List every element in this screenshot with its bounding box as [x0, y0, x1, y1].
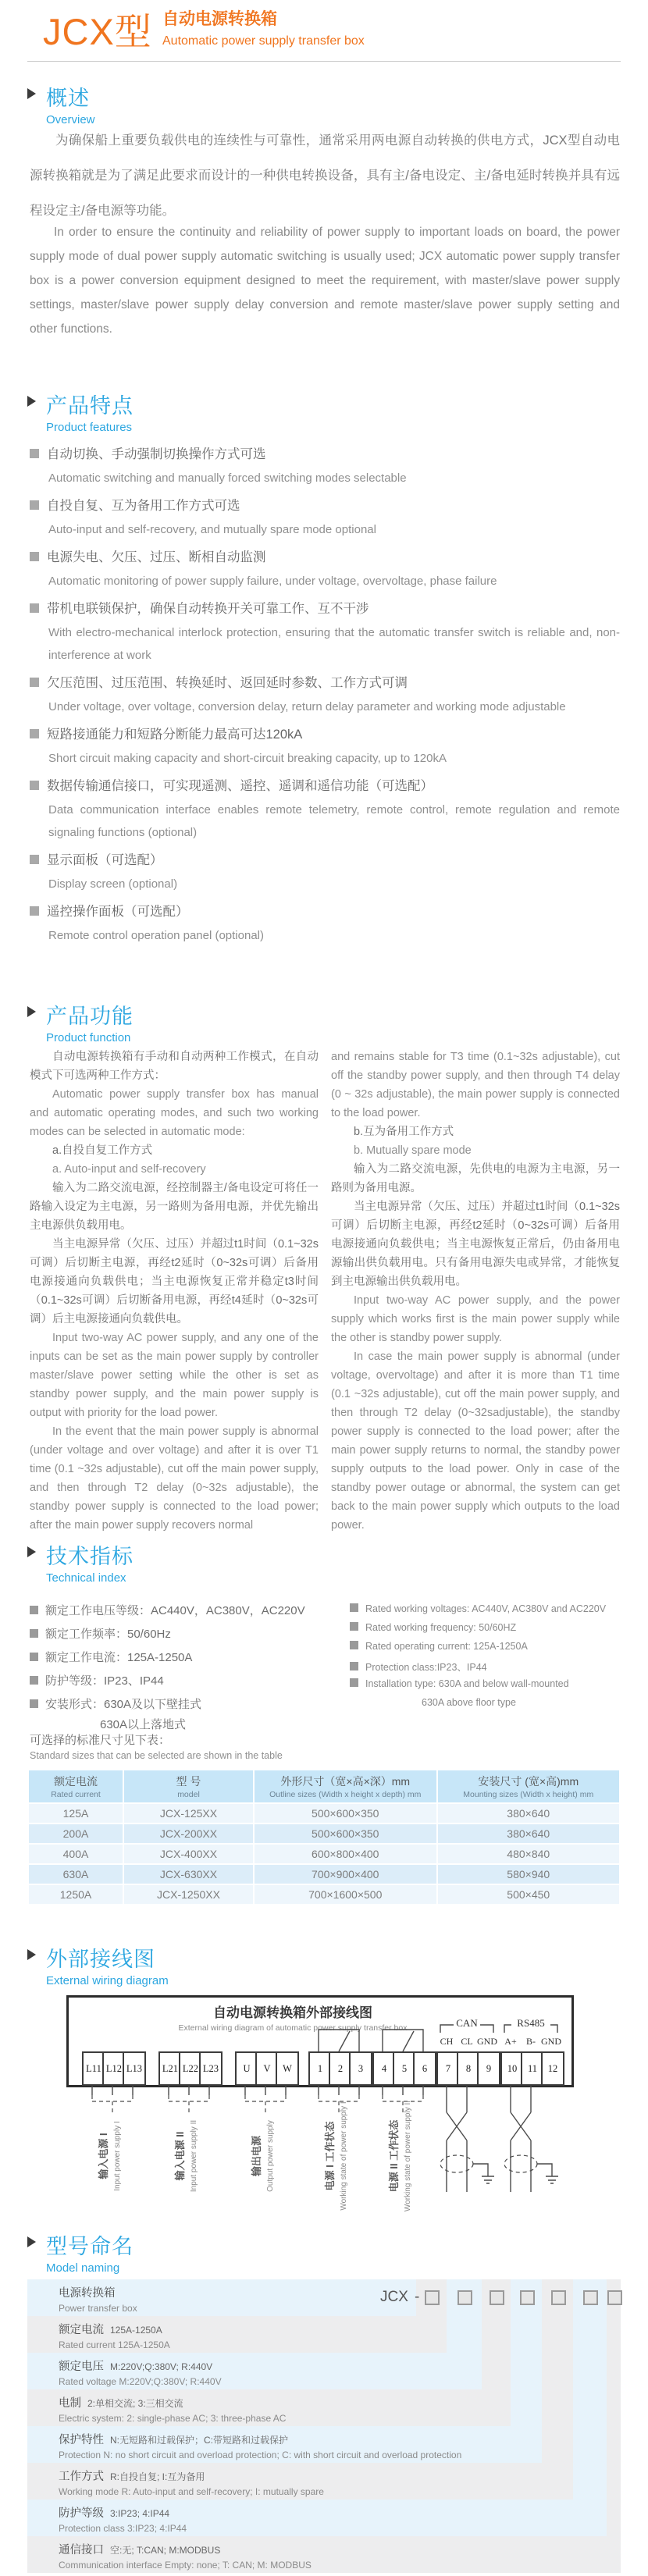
heading-cn: 型号命名	[46, 2235, 134, 2258]
square-bullet-icon	[30, 906, 39, 916]
tech-spec-en: Rated operating current: 125A-1250A	[350, 1641, 528, 1652]
sizes-note-en: Standard sizes that can be selected are shown in the table	[30, 1750, 283, 1761]
table-row: 200A JCX-200XX 500×600×350 380×640	[29, 1824, 619, 1843]
function-paragraph: b.互为备用工作方式	[354, 1126, 454, 1138]
heading-cn: 产品特点	[46, 394, 134, 418]
triangle-marker-icon	[27, 1006, 36, 1017]
header-divider	[27, 61, 621, 62]
model-digit-box	[583, 2290, 598, 2305]
naming-row	[27, 2500, 465, 2536]
naming-row	[27, 2463, 465, 2500]
square-bullet-icon	[30, 603, 39, 613]
naming-label-en: Protection N: no short circuit and overload protection; C: with short circuit and overload protection	[59, 2450, 462, 2460]
model-digit-box	[490, 2290, 504, 2305]
terminal: L21	[158, 2051, 182, 2086]
section-naming-heading	[27, 2229, 134, 2275]
feature-item	[30, 596, 620, 667]
triangle-marker-icon	[27, 396, 36, 407]
terminal: L23	[199, 2051, 223, 2086]
function-paragraph: In case the main power supply is abnormal (under voltage, overvoltage) and after it is more than T1 time (0.1 ~32s adjustable), cut off the main power supply, and then through T2 delay (0~32sadjustable), the standby power supply is connected to the load power; after the main power supply returns to normal, the standby power supply outputs to the load power. Only in case of the standby power outage or abnormal, the system can get back to the main power supply which outputs to the load power.	[331, 1350, 620, 1532]
product-title-en: Automatic power supply transfer box	[162, 34, 365, 48]
feature-cn: 欠压范围、过压范围、转换延时、返回延时参数、工作方式可调	[47, 676, 408, 690]
model-naming-diagram	[27, 2279, 621, 2573]
naming-desc-cn: 125A-1250A	[110, 2325, 162, 2336]
model-digit-box	[520, 2290, 535, 2305]
naming-row	[27, 2389, 465, 2426]
heading-en: Technical index	[46, 1571, 126, 1585]
naming-label-en: Protection class 3:IP23; 4:IP44	[59, 2523, 187, 2534]
function-paragraph: In the event that the main power supply is abnormal (under voltage and over voltage) and after it is over T1 time (0.1 ~32s adjustable), cut off the main power supply, and then through T2 delay (0~32s adjustable), the standby power supply is connected to the load power; after the main power supply recovers normal	[30, 1425, 319, 1532]
col-header-outline-sizes: 外形尺寸（宽×高×深）mm Outline sizes (Width x height x depth) mm	[255, 1770, 436, 1802]
square-bullet-icon	[350, 1641, 358, 1649]
tech-spec-en: Protection class:IP23、IP44	[350, 1660, 487, 1674]
triangle-marker-icon	[27, 1546, 36, 1557]
product-title-cn: 自动电源转换箱	[162, 10, 277, 28]
function-paragraph: 当主电源异常（欠压、过压）并超过t1时间（0.1~32s可调）后切断主电源，再经t2延时（0~32s可调）后备用电源接通向负载供电；当主电源恢复正常并稳定t3时间（0.1~32s可调）后切断备用电源，再经t4延时（0~32s可调）后主电源接通向负载供电。	[30, 1238, 319, 1325]
feature-en: Short circuit making capacity and short-circuit breaking capacity, up to 120kA	[48, 752, 447, 765]
tech-spec-cn: 额定工作频率：50/60Hz	[30, 1625, 171, 1642]
terminal: W	[276, 2051, 299, 2086]
feature-en: Automatic monitoring of power supply failure, under voltage, overvoltage, phase failure	[48, 575, 497, 588]
naming-row	[27, 2316, 465, 2353]
terminal: 8	[457, 2051, 480, 2086]
function-paragraph: Input two-way AC power supply, and the power supply which works first is the main power supply while the other is standby power supply.	[331, 1294, 620, 1344]
square-bullet-icon	[30, 1699, 38, 1708]
function-paragraph: Input two-way AC power supply, and any one of the inputs can be set as the main power supply by controller master/slave power setting while the other is set as standby power supply, and the main power supply is output with priority for the load power.	[30, 1332, 319, 1419]
square-bullet-icon	[30, 855, 39, 864]
feature-en: With electro-mechanical interlock protection, ensuring that the automatic transfer switch is reliable and, non-interference at work	[48, 626, 620, 662]
feature-cn: 数据传输通信接口，可实现遥测、遥控、遥调和遥信功能（可选配）	[47, 779, 433, 793]
heading-en: Overview	[46, 113, 95, 126]
naming-label-en: Electric system: 2: single-phase AC; 3: three-phase AC	[59, 2413, 287, 2424]
model-digit-box	[425, 2290, 440, 2305]
heading-en: Model naming	[46, 2261, 120, 2275]
function-paragraph: 输入为二路交流电源，经控制器主/备电设定可将任一路输入设定为主电源，另一路则为备用电源，并优先输出主电源供负载用电。	[30, 1182, 319, 1232]
square-bullet-icon	[30, 1676, 38, 1685]
group-label-en: Output power supply	[266, 2120, 275, 2192]
feature-cn: 显示面板（可选配）	[47, 853, 163, 867]
naming-desc-cn: 3:IP23; 4:IP44	[110, 2508, 170, 2519]
naming-label-cn: 额定电流	[59, 2324, 104, 2336]
tech-spec-en: Rated working frequency: 50/60HZ	[350, 1622, 516, 1633]
group-label-cn: 电源 II 工作状态	[388, 2119, 400, 2193]
feature-cn: 自动切换、手动强制切换操作方式可选	[47, 447, 266, 461]
feature-cn: 短路接通能力和短路分断能力最高可达120kA	[47, 728, 303, 742]
square-bullet-icon	[30, 1629, 38, 1638]
table-header-row	[29, 1770, 619, 1802]
can-pin-ch: CH	[440, 2036, 454, 2047]
group-label-en: Input power supply II	[190, 2119, 198, 2193]
square-bullet-icon	[350, 1662, 358, 1670]
tech-spec-cn: 防护等级：IP23、IP44	[30, 1672, 164, 1688]
naming-label-cn: 额定电压	[59, 2361, 104, 2373]
naming-desc-cn: N:无短路和过载保护；C:带短路和过载保护	[110, 2435, 289, 2446]
terminal: 4	[372, 2051, 396, 2086]
rs485-bus-label: RS485	[517, 2017, 545, 2029]
brand-model: JCX型	[43, 11, 152, 52]
feature-item	[30, 671, 620, 718]
group-label-cn: 输入电源 II	[174, 2131, 186, 2181]
feature-cn: 电源失电、欠压、过压、断相自动监测	[47, 550, 266, 564]
naming-label-en: Working mode R: Auto-input and self-recovery; I: mutually spare	[59, 2486, 324, 2497]
heading-cn: 产品功能	[46, 1005, 134, 1028]
function-paragraph: a.自投自复工作方式	[52, 1144, 153, 1157]
group-label-cn: 输入电源 I	[98, 2133, 109, 2179]
product-title	[162, 6, 365, 48]
function-paragraph: 自动电源转换箱有手动和自动两种工作模式，在自动模式下可选两种工作方式：	[30, 1051, 319, 1082]
naming-row	[27, 2353, 465, 2389]
terminal: 3	[349, 2051, 372, 2086]
function-column-right	[331, 1048, 620, 1535]
naming-row	[27, 2536, 465, 2573]
can-bus-label: CAN	[456, 2017, 478, 2029]
table-row: 1250A JCX-1250XX 700×1600×500 500×450	[29, 1885, 619, 1904]
terminal: L12	[102, 2051, 126, 2086]
function-paragraph: b. Mutually spare mode	[354, 1144, 472, 1157]
feature-cn: 带机电联锁保护，确保自动转换开关可靠工作、互不干涉	[47, 602, 369, 616]
group-label-en: Working state of power supply II	[404, 2100, 412, 2212]
feature-cn: 遥控操作面板（可选配）	[47, 905, 189, 919]
naming-label-cn: 电制	[59, 2397, 81, 2410]
feature-item	[30, 774, 620, 844]
naming-label-cn: 通信接口	[59, 2544, 104, 2556]
naming-label-en: Rated current 125A-1250A	[59, 2339, 170, 2350]
model-prefix: JCX	[380, 2289, 408, 2305]
function-paragraph: Automatic power supply transfer box has manual and automatic operating modes, and such two working modes can be selected in automatic mode:	[30, 1088, 319, 1138]
heading-cn: 技术指标	[46, 1545, 134, 1568]
function-paragraph: a. Auto-input and self-recovery	[52, 1163, 206, 1176]
table-row: 400A JCX-400XX 600×800×400 480×840	[29, 1845, 619, 1863]
table-row: 125A JCX-125XX 500×600×350 380×640	[29, 1804, 619, 1823]
terminal: L11	[82, 2051, 105, 2086]
terminal: 6	[413, 2051, 436, 2086]
rs485-pin-a: A+	[504, 2036, 517, 2047]
can-pin-cl: CL	[461, 2036, 473, 2047]
triangle-marker-icon	[27, 1949, 36, 1960]
square-bullet-icon	[350, 1603, 358, 1612]
model-digit-box	[458, 2290, 472, 2305]
square-bullet-icon	[30, 1653, 38, 1661]
tech-spec-cn: 额定工作电流：125A-1250A	[30, 1649, 192, 1665]
square-bullet-icon	[350, 1622, 358, 1631]
square-bullet-icon	[30, 729, 39, 738]
feature-item	[30, 722, 620, 770]
section-overview-heading	[27, 81, 95, 126]
col-header-rated-current: 额定电流 Rated current	[29, 1770, 123, 1802]
terminal: U	[235, 2051, 258, 2086]
naming-label-cn: 工作方式	[59, 2471, 104, 2483]
col-header-model: 型 号 model	[124, 1770, 253, 1802]
square-bullet-icon	[30, 552, 39, 561]
feature-item	[30, 493, 620, 541]
terminal: L13	[123, 2051, 146, 2086]
feature-en: Remote control operation panel (optional)	[48, 929, 264, 942]
terminal: 9	[477, 2051, 500, 2086]
group-label-en: Input power supply I	[113, 2121, 122, 2191]
naming-desc-cn: M:220V;Q:380V; R:440V	[110, 2361, 213, 2372]
feature-list	[30, 442, 620, 951]
feature-item	[30, 545, 620, 592]
triangle-marker-icon	[27, 2236, 36, 2247]
tech-spec-en: 630A above floor type	[422, 1697, 516, 1708]
naming-label-cn: 保护特性	[59, 2434, 104, 2446]
overview-paragraph-cn: 为确保船上重要负载供电的连续性与可靠性，通常采用两电源自动转换的供电方式，JCX型自动电源转换箱就是为了满足此要求而设计的一种供电转换设备，具有主/备电设定、主/备电延时转换并具有远程设定主/备电源等功能。	[30, 133, 620, 218]
naming-label-en: Communication interface Empty: none; T: CAN; M: MODBUS	[59, 2560, 312, 2571]
section-function-heading	[27, 999, 134, 1044]
model-digit-box	[607, 2290, 622, 2305]
feature-item	[30, 848, 620, 895]
wiring-diagram	[66, 1995, 574, 2223]
feature-en: Auto-input and self-recovery, and mutually spare mode optional	[48, 523, 376, 536]
function-paragraph: 当主电源异常（欠压、过压）并超过t1时间（0.1~32s可调）后切断主电源，再经t2延时（0~32s可调）后备用电源接通向负载供电；当主电源恢复正常后，仍由备用电源输出供负载用电。只有备用电源失电或异常，才能恢复到主电源输出供负载用电。	[331, 1201, 620, 1288]
col-header-mounting-sizes: 安装尺寸 (宽×高)mm Mounting sizes (Width x height) mm	[438, 1770, 620, 1802]
rs485-pin-gnd: GND	[541, 2036, 561, 2047]
feature-en: Display screen (optional)	[48, 877, 178, 891]
terminal: 1	[308, 2051, 332, 2086]
terminal: 12	[541, 2051, 564, 2086]
naming-row	[27, 2426, 558, 2463]
group-label-cn: 输出电源	[251, 2135, 262, 2177]
rs485-pin-b: B-	[526, 2036, 536, 2047]
feature-cn: 自投自复、互为备用工作方式可选	[47, 499, 240, 513]
model-digit-box	[551, 2290, 566, 2305]
heading-cn: 概述	[46, 87, 90, 110]
naming-label-cn: 电源转换箱	[59, 2287, 116, 2300]
sizes-note-cn: 可选择的标准尺寸见下表：	[30, 1734, 171, 1747]
tech-spec-en: Installation type: 630A and below wall-mounted	[350, 1678, 569, 1689]
feature-item	[30, 442, 620, 489]
function-column-left	[30, 1048, 319, 1535]
function-paragraph: 输入为二路交流电源，先供电的电源为主电源，另一路则为备用电源。	[331, 1163, 620, 1194]
group-label-en: Working state of power supply I	[340, 2101, 348, 2211]
feature-en: Data communication interface enables remote telemetry, remote control, remote regulation and remote signaling functions (optional)	[48, 803, 620, 839]
square-bullet-icon	[30, 1606, 38, 1614]
section-features-heading	[27, 389, 134, 434]
square-bullet-icon	[30, 678, 39, 687]
terminal: 10	[500, 2051, 524, 2086]
tech-spec-en: Rated working voltages: AC440V, AC380V and AC220V	[350, 1603, 606, 1614]
table-row: 630A JCX-630XX 700×900×400 580×940	[29, 1865, 619, 1884]
naming-desc-cn: 空:无; T:CAN; M:MODBUS	[110, 2545, 221, 2556]
square-bullet-icon	[30, 449, 39, 458]
standard-sizes-table	[27, 1769, 621, 1905]
terminal: 2	[329, 2051, 352, 2086]
model-dash: -	[415, 2289, 420, 2305]
feature-en: Automatic switching and manually forced switching modes selectable	[48, 471, 407, 485]
terminal: 5	[393, 2051, 416, 2086]
terminal: 11	[521, 2051, 544, 2086]
feature-en: Under voltage, over voltage, conversion delay, return delay parameter and working mode adjustable	[48, 700, 566, 713]
tech-spec-cn: 630A以上落地式	[100, 1718, 187, 1731]
wiring-diagram-title: 自动电源转换箱外部接线图 External wiring diagram of automatic power supply transfer box	[178, 2005, 408, 2033]
heading-en: External wiring diagram	[46, 1974, 169, 1987]
square-bullet-icon	[30, 500, 39, 510]
naming-desc-cn: R:自投自复; I:互为备用	[110, 2471, 205, 2482]
can-pin-gnd: GND	[477, 2036, 497, 2047]
section-wiring-heading	[27, 1942, 169, 1987]
terminal: L22	[179, 2051, 202, 2086]
naming-label-en: Rated voltage M:220V;Q:380V; R:440V	[59, 2376, 222, 2387]
section-technical-heading	[27, 1539, 134, 1585]
heading-en: Product function	[46, 1031, 131, 1044]
feature-item	[30, 899, 620, 947]
naming-label-cn: 防护等级	[59, 2507, 104, 2520]
triangle-marker-icon	[27, 88, 36, 99]
naming-desc-cn: 2:单相交流; 3:三相交流	[87, 2398, 183, 2409]
terminal: V	[255, 2051, 279, 2086]
square-bullet-icon	[30, 781, 39, 790]
terminal: 7	[436, 2051, 460, 2086]
tech-spec-cn: 安装形式：630A及以下壁挂式	[30, 1695, 201, 1712]
group-label-cn: 电源 I 工作状态	[324, 2121, 336, 2191]
function-paragraph: and remains stable for T3 time (0.1~32s adjustable), cut off the standby power supply, and then through T4 delay (0 ~ 32s adjustable), the main power supply is connected to the load power.	[331, 1051, 620, 1119]
square-bullet-icon	[350, 1678, 358, 1687]
tech-spec-cn: 额定工作电压等级：AC440V，AC380V，AC220V	[30, 1602, 305, 1618]
overview-paragraph-en: In order to ensure the continuity and reliability of power supply to important loads on board, the power supply mode of dual power supply automatic switching is usually used; JCX automatic power supply transfer box is a power conversion equipment designed to meet the requirement, with master/slave power supply settings, master/slave power supply delay conversion and remote master/slave power supply setting and other functions.	[30, 226, 620, 336]
heading-en: Product features	[46, 421, 133, 434]
naming-label-en: Power transfer box	[59, 2303, 137, 2314]
heading-cn: 外部接线图	[46, 1948, 155, 1971]
